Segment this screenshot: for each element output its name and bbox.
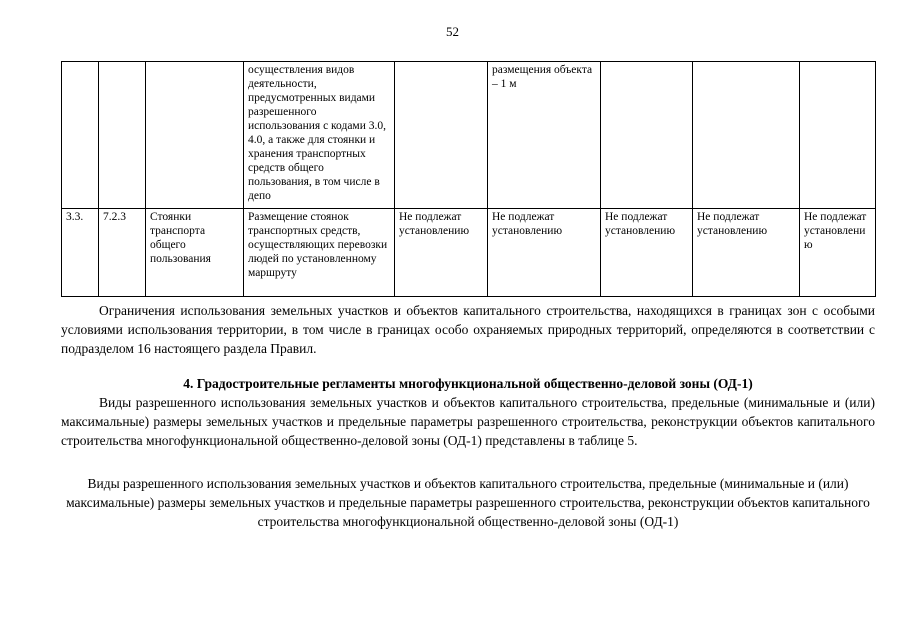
cell-param-4: Не подлежат установлению	[693, 209, 800, 297]
table-row	[62, 209, 876, 297]
restrictions-paragraph: Ограничения использования земельных участков и объектов капитального строительства, находящихся в границах зон с особыми условиями использования территории, в том числе в границах особо охраняемых природных территорий, определяются в соответствии с подразделом 16 настоящего раздела Правил.	[61, 303, 875, 356]
cell-param-5	[800, 62, 876, 209]
cell-param-3	[601, 62, 693, 209]
cell-param-1	[395, 62, 488, 209]
page-number: 52	[446, 24, 459, 39]
cell-param-2: Не подлежат установлению	[488, 209, 601, 297]
section-heading: 4. Градостроительные регламенты многофункциональной общественно-деловой зоны (ОД-1)	[183, 376, 753, 391]
cell-param-3: Не подлежат установлению	[601, 209, 693, 297]
cell-code: 7.2.3	[99, 209, 146, 297]
table-row	[62, 62, 876, 209]
cell-param-4	[693, 62, 800, 209]
intro-paragraph: Виды разрешенного использования земельных участков и объектов капитального строительства, предельные (минимальные и (или) максимальные) размеры земельных участков и предельные параметры разрешенного строительства, реконструкции объектов капитального строительства многофункциональной общественно-деловой зоны (ОД-1) представлены в таблице 5.	[61, 395, 875, 448]
cell-param-5: Не подлежат установлению	[800, 209, 876, 297]
cell-param-1: Не подлежат установлению	[395, 209, 488, 297]
cell-use-name	[146, 62, 244, 209]
cell-number	[62, 62, 99, 209]
cell-use-name: Стоянки транспорта общего пользования	[146, 209, 244, 297]
regulations-table	[61, 61, 876, 297]
cell-use-description: осуществления видов деятельности, предусмотренных видами разрешенного использования с кодами 3.0, 4.0, а также для стоянки и хранения транспортных средств общего пользования, в том числе в депо	[244, 62, 395, 209]
table-caption: Виды разрешенного использования земельных участков и объектов капитального строительства, предельные (минимальные и (или) максимальные) размеры земельных участков и предельные параметры разрешенного строительства, реконструкции объектов капитального строительства многофункциональной общественно-деловой зоны (ОД-1)	[66, 476, 870, 529]
cell-use-description: Размещение стоянок транспортных средств, осуществляющих перевозки людей по установленному маршруту	[244, 209, 395, 297]
cell-param-2: размещения объекта – 1 м	[488, 62, 601, 209]
cell-number: 3.3.	[62, 209, 99, 297]
cell-code	[99, 62, 146, 209]
